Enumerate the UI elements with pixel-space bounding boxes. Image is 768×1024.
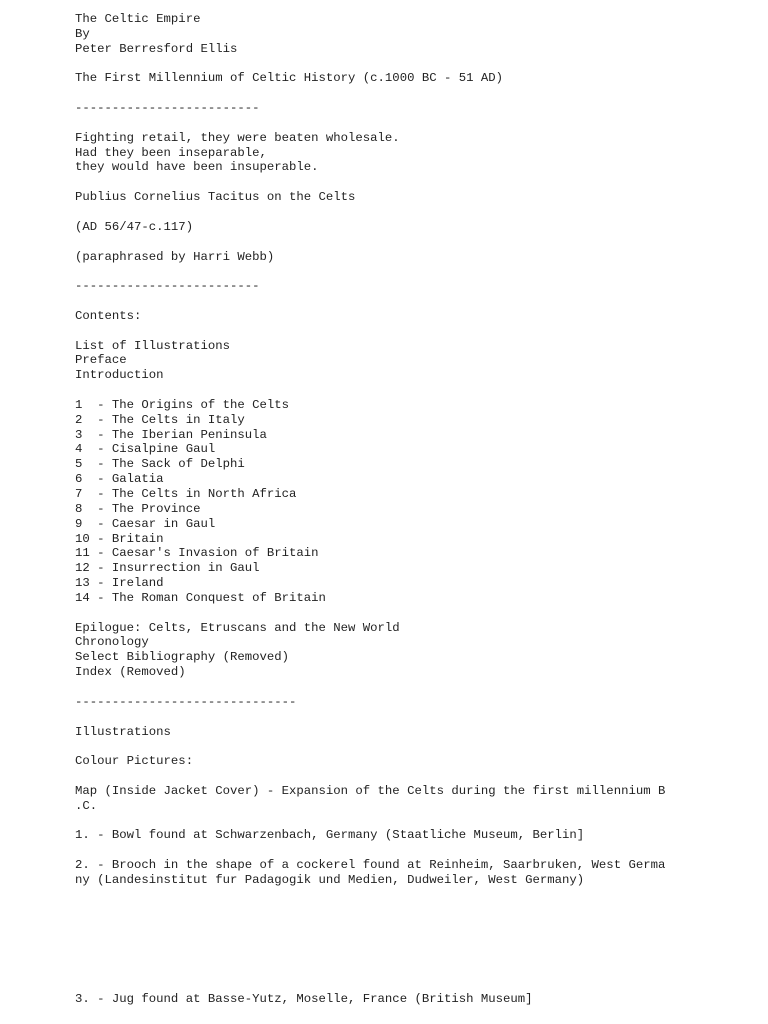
epigraph bbox=[75, 131, 735, 265]
chapter-item: 11 - Caesar's Invasion of Britain bbox=[75, 546, 319, 561]
chapter-item: 8 - The Province bbox=[75, 501, 201, 516]
table-of-contents bbox=[75, 309, 735, 680]
document-page bbox=[75, 12, 735, 1007]
illustration-item-continued: ny (Landesinstitut fur Padagogik und Medien, Dudweiler, West Germany) bbox=[75, 872, 585, 887]
epigraph-attribution: Publius Cornelius Tacitus on the Celts bbox=[75, 190, 356, 205]
colour-pictures-heading: Colour Pictures: bbox=[75, 754, 194, 769]
chapter-item: 6 - Galatia bbox=[75, 472, 164, 487]
epigraph-dates: (AD 56/47-c.117) bbox=[75, 219, 194, 234]
chapter-item: 7 - The Celts in North Africa bbox=[75, 487, 297, 501]
illustration-item: 3. - Jug found at Basse-Yutz, Moselle, France (British Museum] bbox=[75, 991, 533, 1006]
contents-item: Epilogue: Celts, Etruscans and the New World bbox=[75, 620, 400, 635]
author-name: Peter Berresford Ellis bbox=[75, 41, 238, 56]
epigraph-paraphrase: (paraphrased by Harri Webb) bbox=[75, 249, 275, 264]
separator: ------------------------- bbox=[75, 101, 260, 116]
illustrations-heading: Illustrations bbox=[75, 724, 171, 739]
chapter-item: 2 - The Celts in Italy bbox=[75, 412, 245, 427]
chapter-item: 9 - Caesar in Gaul bbox=[75, 516, 216, 531]
illustration-item-continued: .C. bbox=[75, 798, 98, 813]
epigraph-line: Fighting retail, they were beaten wholesale. bbox=[75, 130, 400, 145]
contents-item: Introduction bbox=[75, 368, 164, 383]
separator: ------------------------------ bbox=[75, 694, 297, 709]
contents-heading: Contents: bbox=[75, 308, 142, 323]
chapter-item: 12 - Insurrection in Gaul bbox=[75, 561, 260, 576]
illustration-item: 2. - Brooch in the shape of a cockerel found at Reinheim, Saarbruken, West Germa bbox=[75, 858, 666, 873]
illustration-item: 1. - Bowl found at Schwarzenbach, Germany (Staatliche Museum, Berlin] bbox=[75, 828, 585, 843]
illustration-item: Map (Inside Jacket Cover) - Expansion of the Celts during the first millennium B bbox=[75, 783, 666, 798]
by-line: By bbox=[75, 26, 90, 41]
chapter-item: 10 - Britain bbox=[75, 531, 164, 546]
contents-item: Chronology bbox=[75, 635, 149, 650]
contents-item: Select Bibliography (Removed) bbox=[75, 650, 290, 665]
contents-item: List of Illustrations bbox=[75, 338, 230, 353]
epigraph-line: Had they been inseparable, bbox=[75, 145, 267, 160]
chapter-item: 1 - The Origins of the Celts bbox=[75, 397, 290, 412]
contents-item: Preface bbox=[75, 353, 127, 368]
chapter-item: 4 - Cisalpine Gaul bbox=[75, 442, 216, 457]
book-subtitle: The First Millennium of Celtic History (c.1000 BC - 51 AD) bbox=[75, 71, 504, 86]
chapter-item: 13 - Ireland bbox=[75, 576, 164, 591]
epigraph-line: they would have been insuperable. bbox=[75, 160, 319, 175]
separator: ------------------------- bbox=[75, 279, 260, 294]
book-title: The Celtic Empire bbox=[75, 12, 201, 26]
contents-item: Index (Removed) bbox=[75, 665, 186, 680]
chapter-item: 14 - The Roman Conquest of Britain bbox=[75, 590, 326, 605]
chapter-item: 5 - The Sack of Delphi bbox=[75, 457, 245, 472]
illustrations-section bbox=[75, 725, 735, 1007]
chapter-item: 3 - The Iberian Peninsula bbox=[75, 427, 267, 442]
